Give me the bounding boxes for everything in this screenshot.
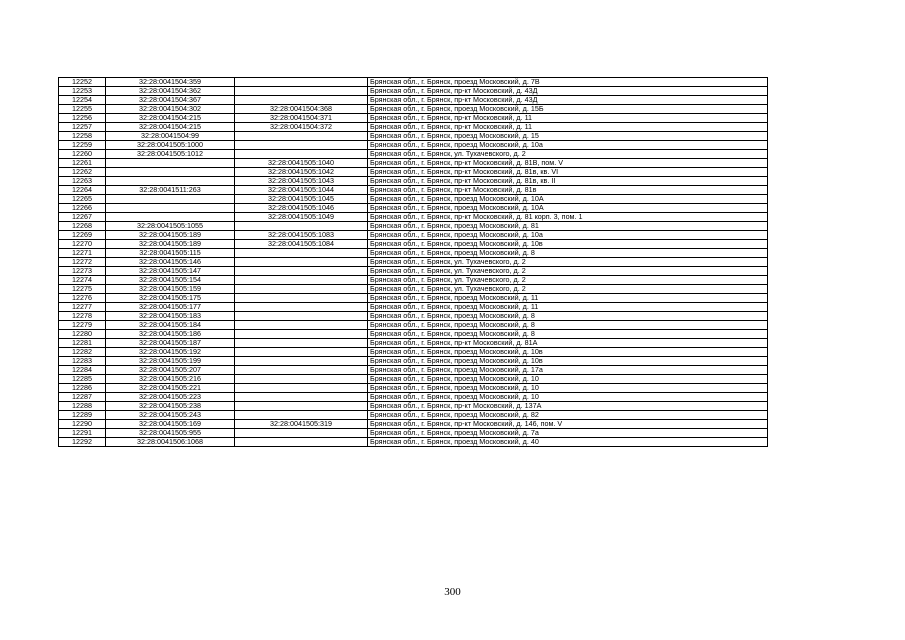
table-row [59,303,768,312]
table-row [59,294,768,303]
table-row [59,168,768,177]
building-cadastral-number-cell: 32:28:0041504:368 [235,105,368,114]
address-cell: Брянская обл., г. Брянск, проезд Московский, д. 10а [368,141,768,150]
address-cell: Брянская обл., г. Брянск, проезд Московский, д. 7а [368,429,768,438]
address-cell: Брянская обл., г. Брянск, ул. Тухачевского, д. 2 [368,276,768,285]
building-cadastral-number-cell: 32:28:0041505:1043 [235,177,368,186]
address-cell: Брянская обл., г. Брянск, проезд Московский, д. 10а [368,231,768,240]
address-cell: Брянская обл., г. Брянск, пр-кт Московский, д. 137А [368,402,768,411]
building-cadastral-number-cell [235,150,368,159]
table-row [59,420,768,429]
building-cadastral-number-cell [235,384,368,393]
row-number-cell: 12267 [59,213,106,222]
table-row [59,258,768,267]
table-row [59,231,768,240]
land-cadastral-number-cell: 32:28:0041505:221 [106,384,235,393]
building-cadastral-number-cell [235,339,368,348]
building-cadastral-number-cell [235,312,368,321]
land-cadastral-number-cell: 32:28:0041504:215 [106,114,235,123]
address-cell: Брянская обл., г. Брянск, проезд Московский, д. 40 [368,438,768,447]
address-cell: Брянская обл., г. Брянск, проезд Московский, д. 11 [368,303,768,312]
row-number-cell: 12278 [59,312,106,321]
row-number-cell: 12290 [59,420,106,429]
building-cadastral-number-cell [235,357,368,366]
address-cell: Брянская обл., г. Брянск, пр-кт Московский, д. 81В, пом. V [368,159,768,168]
building-cadastral-number-cell [235,429,368,438]
table-row [59,438,768,447]
row-number-cell: 12258 [59,132,106,141]
land-cadastral-number-cell: 32:28:0041505:175 [106,294,235,303]
table-row [59,240,768,249]
land-cadastral-number-cell: 32:28:0041505:955 [106,429,235,438]
table-row [59,375,768,384]
row-number-cell: 12263 [59,177,106,186]
address-cell: Брянская обл., г. Брянск, ул. Тухачевского, д. 2 [368,150,768,159]
land-cadastral-number-cell: 32:28:0041505:154 [106,276,235,285]
row-number-cell: 12270 [59,240,106,249]
table-row [59,123,768,132]
row-number-cell: 12275 [59,285,106,294]
row-number-cell: 12283 [59,357,106,366]
land-cadastral-number-cell: 32:28:0041504:215 [106,123,235,132]
building-cadastral-number-cell [235,222,368,231]
building-cadastral-number-cell [235,96,368,105]
row-number-cell: 12280 [59,330,106,339]
address-cell: Брянская обл., г. Брянск, проезд Московский, д. 11 [368,294,768,303]
table-row [59,222,768,231]
building-cadastral-number-cell: 32:28:0041505:1083 [235,231,368,240]
row-number-cell: 12285 [59,375,106,384]
table-row [59,339,768,348]
land-cadastral-number-cell: 32:28:0041505:169 [106,420,235,429]
building-cadastral-number-cell [235,276,368,285]
land-cadastral-number-cell: 32:28:0041504:359 [106,78,235,87]
table-row [59,312,768,321]
land-cadastral-number-cell: 32:28:0041505:1000 [106,141,235,150]
land-cadastral-number-cell: 32:28:0041505:183 [106,312,235,321]
building-cadastral-number-cell [235,258,368,267]
row-number-cell: 12291 [59,429,106,438]
row-number-cell: 12257 [59,123,106,132]
row-number-cell: 12274 [59,276,106,285]
table-row [59,78,768,87]
table-row [59,321,768,330]
building-cadastral-number-cell [235,393,368,402]
land-cadastral-number-cell: 32:28:0041505:1055 [106,222,235,231]
land-cadastral-number-cell: 32:28:0041505:146 [106,258,235,267]
table-row [59,348,768,357]
address-cell: Брянская обл., г. Брянск, проезд Московский, д. 10 [368,384,768,393]
address-cell: Брянская обл., г. Брянск, ул. Тухачевского, д. 2 [368,267,768,276]
table-row [59,177,768,186]
land-cadastral-number-cell: 32:28:0041505:159 [106,285,235,294]
table-row [59,150,768,159]
building-cadastral-number-cell [235,78,368,87]
row-number-cell: 12279 [59,321,106,330]
building-cadastral-number-cell: 32:28:0041504:372 [235,123,368,132]
address-cell: Брянская обл., г. Брянск, пр-кт Московский, д. 81в, кв. II [368,177,768,186]
row-number-cell: 12254 [59,96,106,105]
address-cell: Брянская обл., г. Брянск, проезд Московский, д. 7В [368,78,768,87]
land-cadastral-number-cell: 32:28:0041504:302 [106,105,235,114]
row-number-cell: 12252 [59,78,106,87]
table-row [59,195,768,204]
land-cadastral-number-cell: 32:28:0041505:192 [106,348,235,357]
address-cell: Брянская обл., г. Брянск, проезд Московский, д. 8 [368,249,768,258]
address-cell: Брянская обл., г. Брянск, проезд Московский, д. 10 [368,375,768,384]
row-number-cell: 12271 [59,249,106,258]
building-cadastral-number-cell [235,411,368,420]
land-cadastral-number-cell [106,204,235,213]
land-cadastral-number-cell: 32:28:0041504:99 [106,132,235,141]
table-row [59,186,768,195]
row-number-cell: 12264 [59,186,106,195]
row-number-cell: 12292 [59,438,106,447]
row-number-cell: 12281 [59,339,106,348]
address-cell: Брянская обл., г. Брянск, пр-кт Московский, д. 81А [368,339,768,348]
table-row [59,411,768,420]
building-cadastral-number-cell: 32:28:0041505:1084 [235,240,368,249]
table-row [59,87,768,96]
table-row [59,276,768,285]
land-cadastral-number-cell: 32:28:0041505:177 [106,303,235,312]
building-cadastral-number-cell [235,294,368,303]
building-cadastral-number-cell [235,141,368,150]
address-cell: Брянская обл., г. Брянск, пр-кт Московский, д. 146, пом. V [368,420,768,429]
land-cadastral-number-cell: 32:28:0041505:115 [106,249,235,258]
row-number-cell: 12266 [59,204,106,213]
address-cell: Брянская обл., г. Брянск, пр-кт Московский, д. 81 корп. 3, пом. 1 [368,213,768,222]
building-cadastral-number-cell: 32:28:0041505:1046 [235,204,368,213]
land-cadastral-number-cell: 32:28:0041505:187 [106,339,235,348]
building-cadastral-number-cell [235,402,368,411]
address-cell: Брянская обл., г. Брянск, проезд Московский, д. 10А [368,204,768,213]
building-cadastral-number-cell [235,330,368,339]
row-number-cell: 12286 [59,384,106,393]
address-cell: Брянская обл., г. Брянск, пр-кт Московский, д. 11 [368,114,768,123]
building-cadastral-number-cell [235,249,368,258]
row-number-cell: 12262 [59,168,106,177]
land-cadastral-number-cell: 32:28:0041505:189 [106,231,235,240]
land-cadastral-number-cell: 32:28:0041505:216 [106,375,235,384]
table-row [59,114,768,123]
land-cadastral-number-cell: 32:28:0041505:184 [106,321,235,330]
row-number-cell: 12273 [59,267,106,276]
table-row [59,267,768,276]
building-cadastral-number-cell [235,303,368,312]
land-cadastral-number-cell: 32:28:0041505:223 [106,393,235,402]
row-number-cell: 12272 [59,258,106,267]
table-row [59,96,768,105]
row-number-cell: 12288 [59,402,106,411]
land-cadastral-number-cell: 32:28:0041505:238 [106,402,235,411]
table-row [59,357,768,366]
table-row [59,402,768,411]
address-cell: Брянская обл., г. Брянск, пр-кт Московский, д. 11 [368,123,768,132]
building-cadastral-number-cell [235,321,368,330]
building-cadastral-number-cell [235,348,368,357]
land-cadastral-number-cell: 32:28:0041505:186 [106,330,235,339]
land-cadastral-number-cell: 32:28:0041505:207 [106,366,235,375]
land-cadastral-number-cell [106,168,235,177]
land-cadastral-number-cell [106,159,235,168]
address-cell: Брянская обл., г. Брянск, проезд Московский, д. 8 [368,312,768,321]
land-cadastral-number-cell: 32:28:0041511:263 [106,186,235,195]
table-row [59,429,768,438]
table-body [59,78,768,447]
land-cadastral-number-cell [106,195,235,204]
row-number-cell: 12276 [59,294,106,303]
table-row [59,366,768,375]
row-number-cell: 12265 [59,195,106,204]
address-cell: Брянская обл., г. Брянск, ул. Тухачевского, д. 2 [368,258,768,267]
land-cadastral-number-cell: 32:28:0041505:189 [106,240,235,249]
building-cadastral-number-cell: 32:28:0041505:1045 [235,195,368,204]
land-cadastral-number-cell: 32:28:0041506:1068 [106,438,235,447]
address-cell: Брянская обл., г. Брянск, проезд Московский, д. 82 [368,411,768,420]
land-cadastral-number-cell [106,177,235,186]
table-row [59,249,768,258]
row-number-cell: 12268 [59,222,106,231]
address-cell: Брянская обл., г. Брянск, проезд Московский, д. 10в [368,240,768,249]
building-cadastral-number-cell: 32:28:0041505:1049 [235,213,368,222]
building-cadastral-number-cell [235,285,368,294]
land-cadastral-number-cell: 32:28:0041504:362 [106,87,235,96]
page-number: 300 [444,586,461,598]
building-cadastral-number-cell: 32:28:0041505:319 [235,420,368,429]
land-cadastral-number-cell: 32:28:0041505:1012 [106,150,235,159]
table-row [59,213,768,222]
address-cell: Брянская обл., г. Брянск, пр-кт Московский, д. 43Д [368,96,768,105]
building-cadastral-number-cell: 32:28:0041505:1040 [235,159,368,168]
address-cell: Брянская обл., г. Брянск, проезд Московский, д. 15 [368,132,768,141]
row-number-cell: 12289 [59,411,106,420]
row-number-cell: 12255 [59,105,106,114]
building-cadastral-number-cell [235,267,368,276]
building-cadastral-number-cell: 32:28:0041504:371 [235,114,368,123]
table-row [59,132,768,141]
row-number-cell: 12269 [59,231,106,240]
address-cell: Брянская обл., г. Брянск, проезд Московский, д. 10в [368,348,768,357]
address-cell: Брянская обл., г. Брянск, проезд Московский, д. 81 [368,222,768,231]
land-cadastral-number-cell: 32:28:0041505:199 [106,357,235,366]
address-cell: Брянская обл., г. Брянск, проезд Московский, д. 8 [368,321,768,330]
row-number-cell: 12260 [59,150,106,159]
building-cadastral-number-cell [235,375,368,384]
row-number-cell: 12256 [59,114,106,123]
row-number-cell: 12287 [59,393,106,402]
address-cell: Брянская обл., г. Брянск, пр-кт Московский, д. 81в [368,186,768,195]
building-cadastral-number-cell [235,366,368,375]
land-cadastral-number-cell: 32:28:0041505:147 [106,267,235,276]
table-row [59,285,768,294]
address-cell: Брянская обл., г. Брянск, пр-кт Московский, д. 81в, кв. VI [368,168,768,177]
cadastral-table [58,77,768,447]
address-cell: Брянская обл., г. Брянск, проезд Московский, д. 10А [368,195,768,204]
building-cadastral-number-cell [235,438,368,447]
building-cadastral-number-cell [235,87,368,96]
land-cadastral-number-cell [106,213,235,222]
table-row [59,159,768,168]
row-number-cell: 12284 [59,366,106,375]
address-cell: Брянская обл., г. Брянск, проезд Московский, д. 15Б [368,105,768,114]
building-cadastral-number-cell: 32:28:0041505:1042 [235,168,368,177]
table-row [59,384,768,393]
building-cadastral-number-cell [235,132,368,141]
table-row [59,141,768,150]
address-cell: Брянская обл., г. Брянск, проезд Московский, д. 8 [368,330,768,339]
table-row [59,204,768,213]
address-cell: Брянская обл., г. Брянск, ул. Тухачевского, д. 2 [368,285,768,294]
row-number-cell: 12277 [59,303,106,312]
land-cadastral-number-cell: 32:28:0041505:243 [106,411,235,420]
address-cell: Брянская обл., г. Брянск, проезд Московский, д. 10в [368,357,768,366]
land-cadastral-number-cell: 32:28:0041504:367 [106,96,235,105]
address-cell: Брянская обл., г. Брянск, пр-кт Московский, д. 43Д [368,87,768,96]
row-number-cell: 12282 [59,348,106,357]
building-cadastral-number-cell: 32:28:0041505:1044 [235,186,368,195]
address-cell: Брянская обл., г. Брянск, проезд Московский, д. 17а [368,366,768,375]
table-row [59,105,768,114]
row-number-cell: 12261 [59,159,106,168]
address-cell: Брянская обл., г. Брянск, проезд Московский, д. 10 [368,393,768,402]
row-number-cell: 12253 [59,87,106,96]
table-row [59,393,768,402]
table-row [59,330,768,339]
row-number-cell: 12259 [59,141,106,150]
